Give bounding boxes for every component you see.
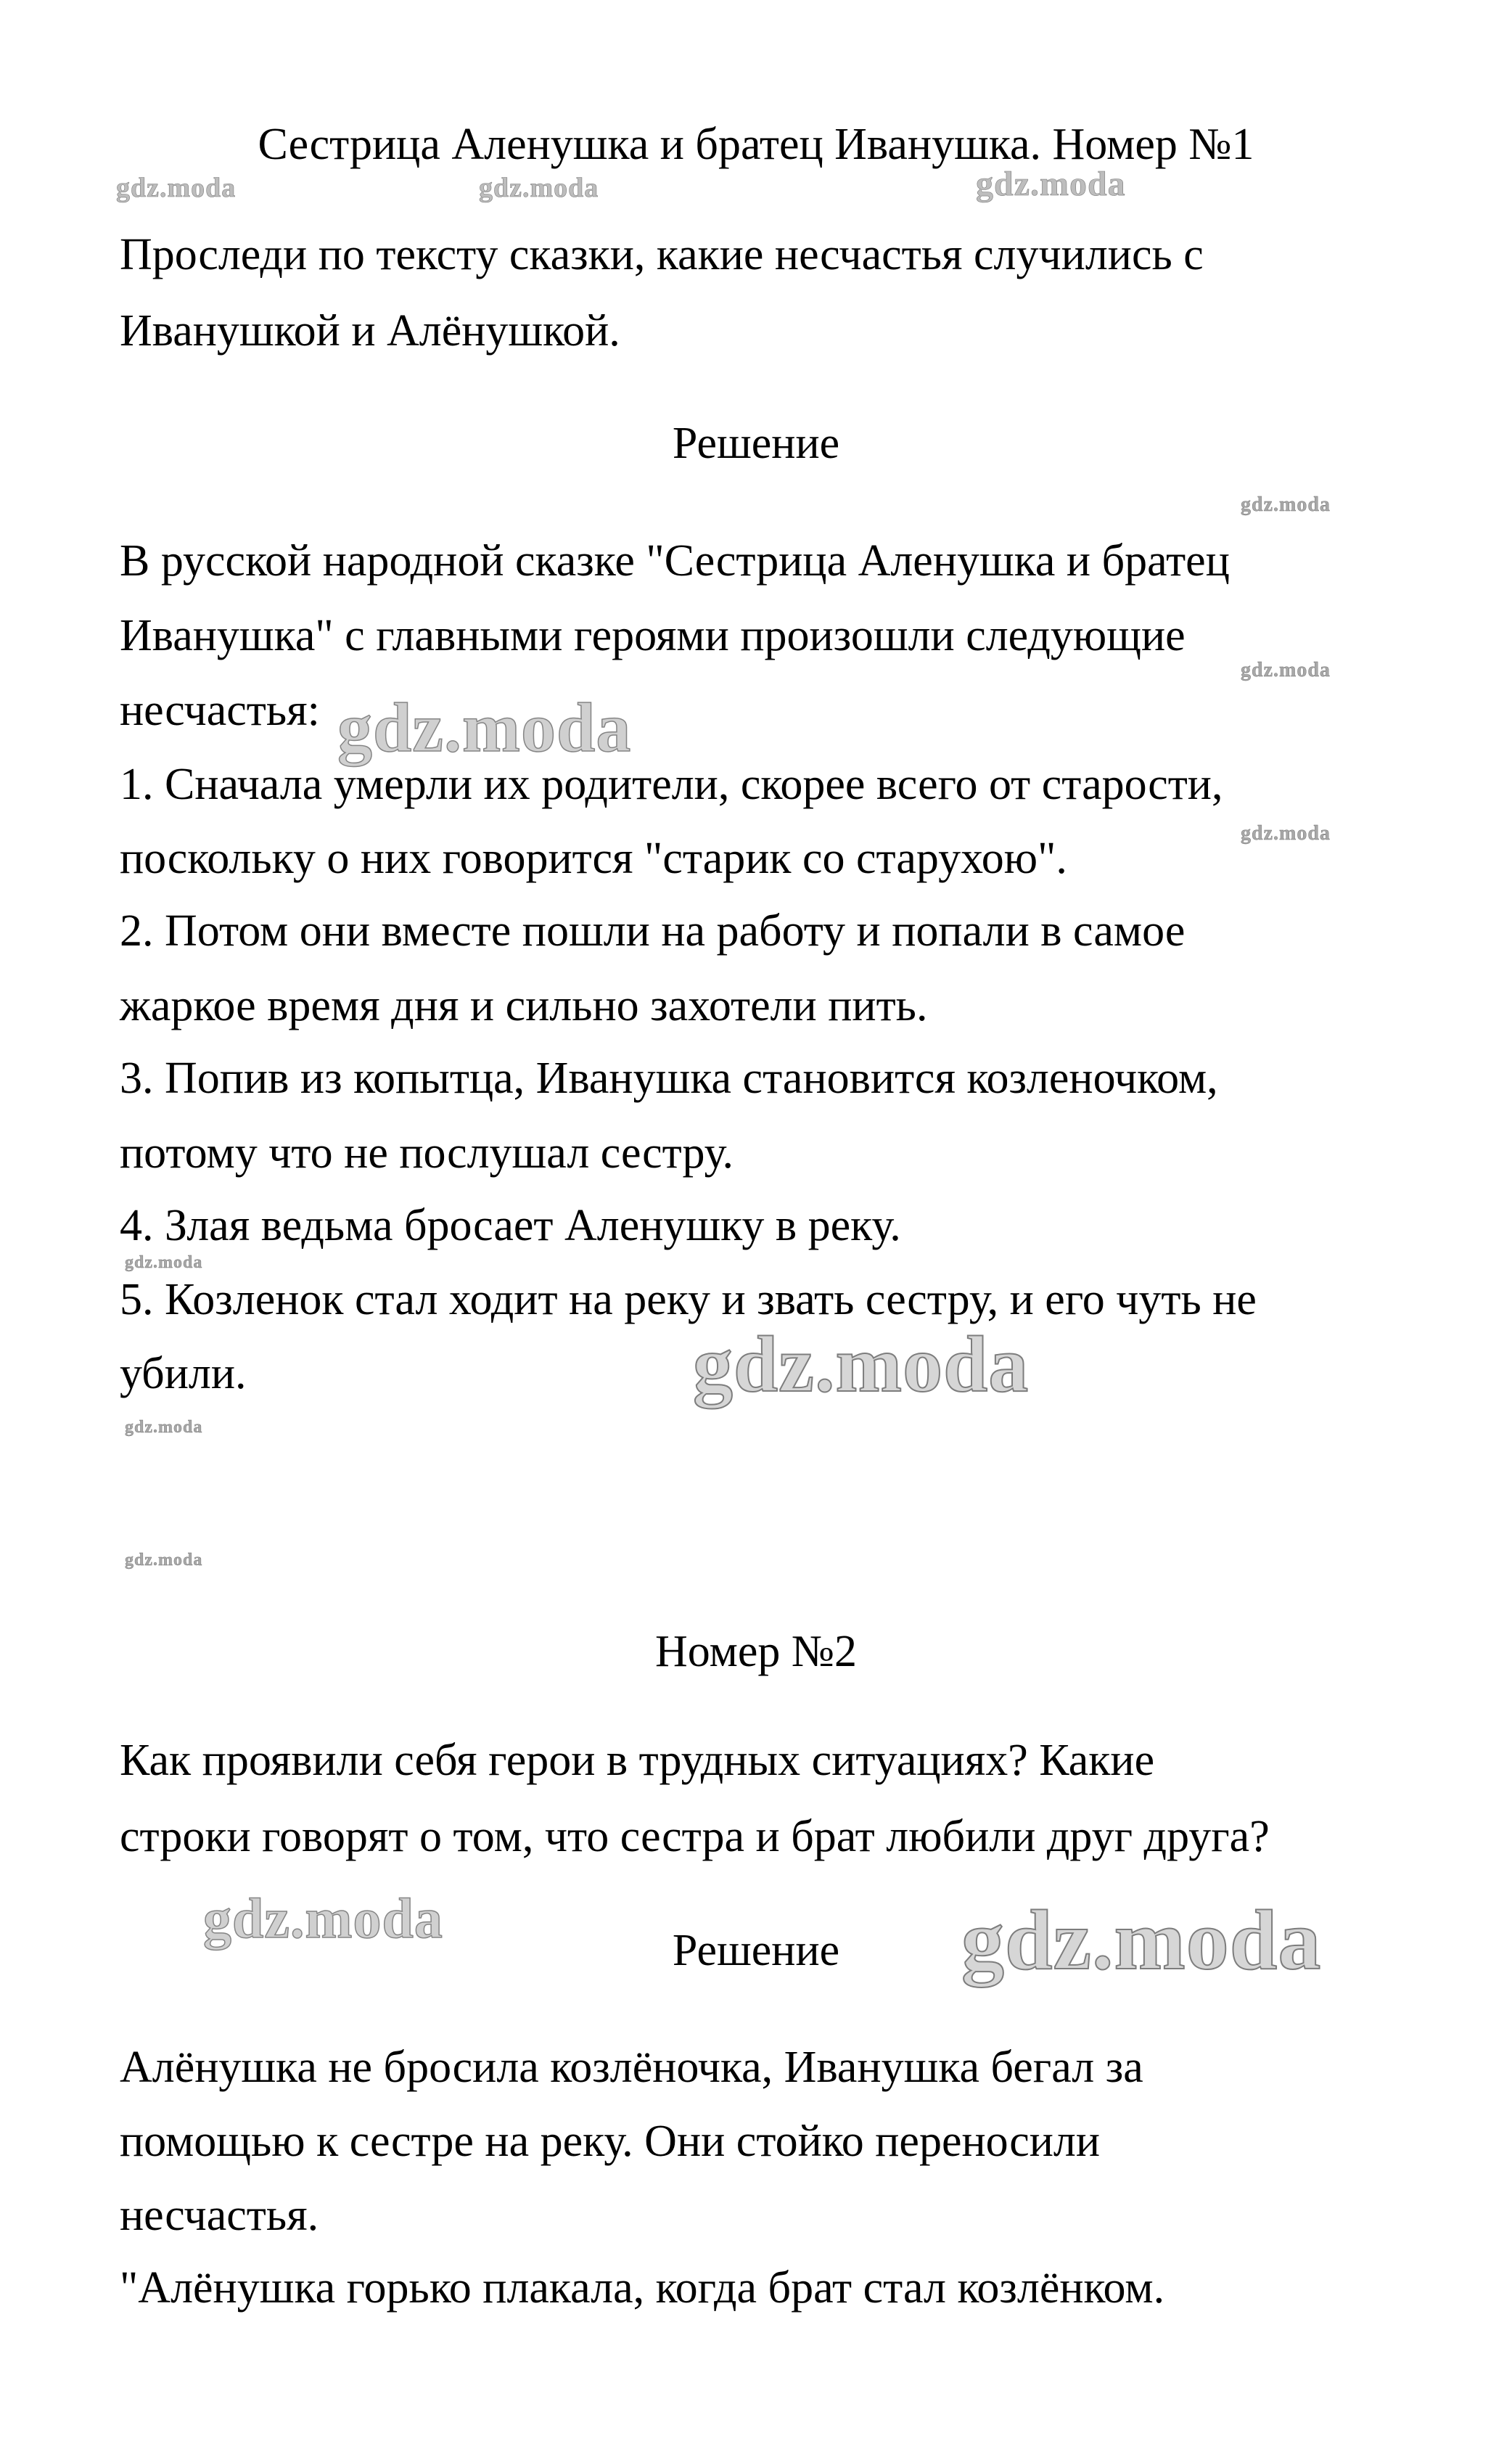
section1-answer-line-3: несчастья: [120,686,320,735]
watermark: gdz.moda [125,1418,203,1437]
section1-answer-line-1: В русской народной сказке "Сестрица Аленушка и братец [120,536,1230,586]
section2-answer-line-3: несчастья. [120,2191,319,2240]
watermark: gdz.moda [125,1551,203,1570]
section1-answer-line-8: 3. Попив из копытца, Иванушка становится козленочком, [120,1054,1218,1103]
watermark: gdz.moda [479,173,599,203]
watermark: gdz.moda [125,1253,203,1272]
section2-task-line-1: Как проявили себя герои в трудных ситуациях? Какие [120,1736,1155,1785]
section2-solution-heading: Решение [672,1926,840,1975]
section1-task-line-2: Иванушкой и Алёнушкой. [120,306,620,356]
section1-answer-line-6: 2. Потом они вместе пошли на работу и попали в самое [120,906,1186,956]
section1-answer-line-4: 1. Сначала умерли их родители, скорее всего от старости, [120,760,1223,809]
watermark: gdz.moda [1241,493,1331,516]
watermark: gdz.moda [1241,659,1331,681]
section1-solution-heading: Решение [672,419,840,468]
section2-task-line-2: строки говорят о том, что сестра и брат любили друг друга? [120,1812,1270,1861]
watermark: gdz.moda [1241,822,1331,845]
watermark: gdz.moda [116,173,237,203]
watermark: gdz.moda [961,1892,1322,1987]
section1-task-line-1: Проследи по тексту сказки, какие несчастья случились с [120,230,1204,279]
watermark: gdz.moda [976,165,1126,203]
section2-answer-line-4: "Алёнушка горько плакала, когда брат стал козлёнком. [120,2263,1165,2313]
section1-answer-line-7: жаркое время дня и сильно захотели пить. [120,981,928,1030]
section1-answer-line-5: поскольку о них говорится "старик со старухою". [120,834,1067,883]
section2-title: Номер №2 [654,1627,857,1676]
section2-answer-line-2: помощью к сестре на реку. Они стойко переносили [120,2117,1101,2166]
section2-answer-line-1: Алёнушка не бросила козлёночка, Иванушка бегал за [120,2043,1143,2092]
section1-answer-line-12: убили. [120,1349,247,1398]
section1-answer-line-9: потому что не послушал сестру. [120,1128,734,1178]
watermark: gdz.moda [337,689,632,766]
section1-answer-line-10: 4. Злая ведьма бросает Аленушку в реку. [120,1201,901,1250]
watermark: gdz.moda [203,1887,443,1950]
section1-answer-line-2: Иванушка" с главными героями произошли следующие [120,611,1186,660]
section1-title: Сестрица Аленушка и братец Иванушка. Номер №1 [258,120,1254,169]
section1-answer-line-11: 5. Козленок стал ходит на реку и звать сестру, и его чуть не [120,1275,1257,1324]
watermark: gdz.moda [693,1320,1030,1408]
